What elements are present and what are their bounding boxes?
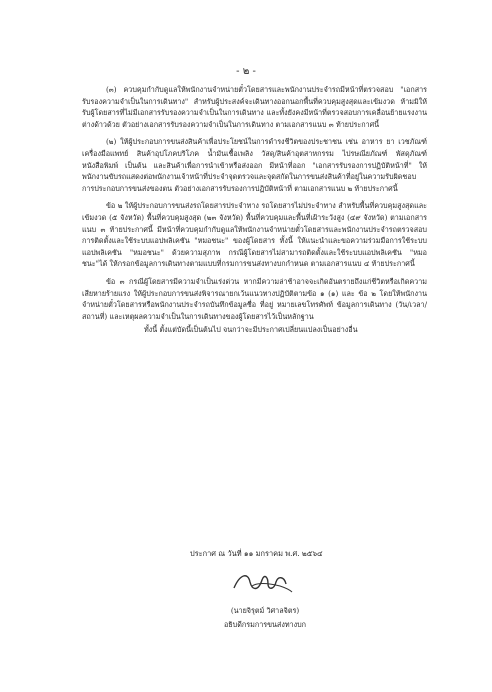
signer-position: อธิบดีกรมการขนส่งทางบก [223,620,307,629]
signer-name: (นายจิรุตม์ วิศาลจิตร) [230,606,300,615]
paragraph-1: (๓) ควบคุมกำกับดูแลให้พนักงานจำหน่ายตั๋วโดยสารและพนักงานประจำรถมีหน้าที่ตรวจสอบ "เอกสารรับรองความจำเป็นในการเดินทาง" สำหรับผู้ประสงค์จะเดินทางออกนอกพื้นที่ควบคุมสูงสุดและเข้มงวด ห้ามมิให้รับผู้โดยสารที่ไม่มีเอกสารรับรองความจำเป็นในการเดินทาง และทั้งยังคงมีหน้าที่ตรวจสอบการเคลื่อนย้ายแรงงานต่างด้าวด้วย ตัวอย่างเอกสารรับรองความจำเป็นในการเดินทาง ตามเอกสารแนบ ๓ ท้ายประกาศนี้ [82,85,427,129]
paragraph-4: ข้อ ๓ กรณีผู้โดยสารมีความจำเป็นเร่งด่วน หากมีความล่าช้าอาจจะเกิดอันตรายถึงแก่ชีวิตหรือเกิดความเสียหายร้ายแรง ให้ผู้ประกอบการขนส่งพิจารณายกเว้นแนวทางปฏิบัติตามข้อ ๑ (๑) และ ข้อ ๒ โดยให้พนักงานจำหน่ายตั๋วโดยสารหรือพนักงานประจำรถบันทึกข้อมูลชื่อ ที่อยู่ หมายเลขโทรศัพท์ ข้อมูลการเดินทาง (วัน/เวลา/สถานที่) และเหตุผลความจำเป็นในการเดินทางของผู้โดยสารไว้เป็นหลักฐาน [82,276,427,321]
closing-statement: ทั้งนี้ ตั้งแต่บัดนี้เป็นต้นไป จนกว่าจะมีประกาศเปลี่ยนแปลงเป็นอย่างอื่น [144,325,358,335]
document-body [82,84,427,336]
page-number: - ๒ - [236,66,256,77]
announcement-date: ประกาศ ณ วันที่ ๑๑ มกราคม พ.ศ. ๒๕๖๔ [190,549,323,558]
paragraph-2: (๒) ให้ผู้ประกอบการขนส่งสินค้าเพื่อประโยชน์ในการดำรงชีวิตของประชาชน เช่น อาหาร ยา เวชภัณฑ์ เครื่องมือแพทย์ สินค้าอุปโภคบริโภค น้ำมันเชื้อเพลิง วัสดุ/สินค้าอุตสาหกรรม ไปรษณียภัณฑ์ พัสดุภัณฑ์ หนังสือพิมพ์ เป็นต้น และสินค้าเพื่อการนำเข้าหรือส่งออก มีหน้าที่ออก "เอกสารรับรองการปฏิบัติหน้าที่" ให้พนักงานขับรถแสดงต่อพนักงานเจ้าหน้าที่ประจำจุดตรวจและจุดสกัดในการขนส่งสินค้าที่อยู่ในความรับผิดชอบการประกอบการขนส่งของตน ตัวอย่างเอกสารรับรองการปฏิบัติหน้าที่ ตามเอกสารแนบ ๒ ท้ายประกาศนี้ [82,137,427,193]
signature-image [228,566,298,598]
paragraph-3: ข้อ ๒ ให้ผู้ประกอบการขนส่งรถโดยสารประจำทาง รถโดยสารไม่ประจำทาง สำหรับพื้นที่ควบคุมสูงสุดและเข้มงวด (๕ จังหวัด) พื้นที่ควบคุมสูงสุด (๒๓ จังหวัด) พื้นที่ควบคุมและพื้นที่เฝ้าระวังสูง (๔๙ จังหวัด) ตามเอกสารแนบ ๓ ท้ายประกาศนี้ มีหน้าที่ควบคุมกำกับดูแลให้พนักงานจำหน่ายตั๋วโดยสารและพนักงานประจำรถตรวจสอบการติดตั้งและใช้ระบบแอปพลิเคชัน "หมอชนะ" ของผู้โดยสาร ทั้งนี้ ให้แนะนำและขอความร่วมมือการใช้ระบบแอปพลิเคชัน "หมอชนะ" ด้วยความสุภาพ กรณีผู้โดยสารไม่สามารถติดตั้งและใช้ระบบแอปพลิเคชัน "หมอชนะ"ได้ ให้กรอกข้อมูลการเดินทางตามแบบที่กรมการขนส่งทางบกกำหนด ตามเอกสารแนบ ๔ ท้ายประกาศนี้ [82,201,427,269]
